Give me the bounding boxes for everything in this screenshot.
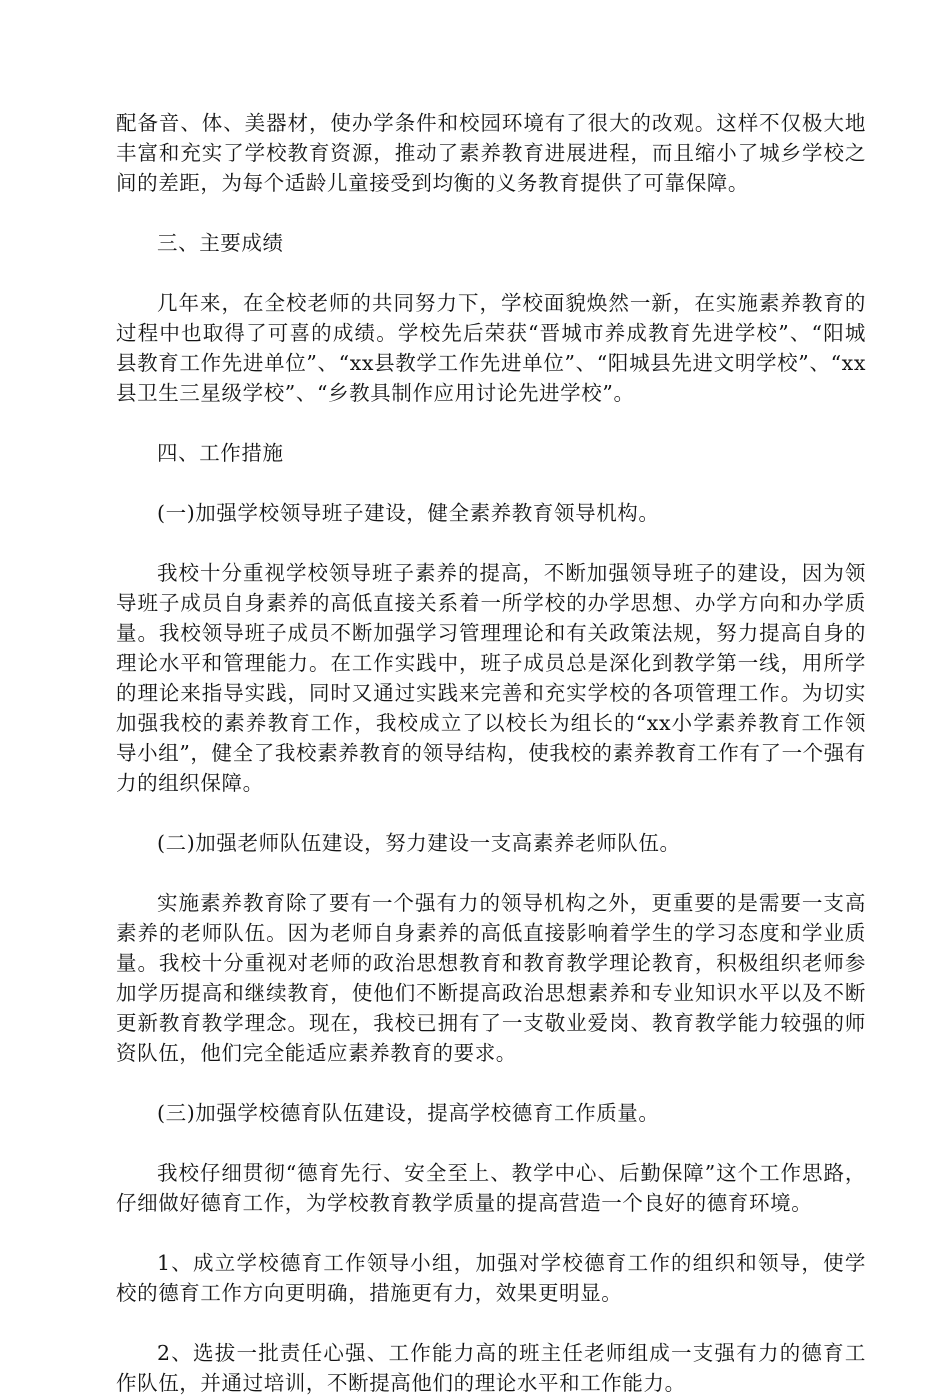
list-item-1: 1、成立学校德育工作领导小组，加强对学校德育工作的组织和领导，使学校的德育工作方向更明确，措施更有力，效果更明显。 (116, 1251, 866, 1305)
subheading-moral-education: (三)加强学校德育队伍建设，提高学校德育工作质量。 (157, 1101, 660, 1125)
paragraph-achievements: 几年来，在全校老师的共同努力下，学校面貌焕然一新，在实施素养教育的过程中也取得了可喜的成绩。学校先后荣获“晋城市养成教育先进学校”、“阳城县教育工作先进单位”、“xx县教学工作先进单位”、“阳城县先进文明学校”、“xx县卫生三星级学校”、“乡教具制作应用讨论先进学校”。 (116, 291, 866, 405)
section-heading-work-measures: 四、工作措施 (157, 441, 284, 465)
paragraph-moral-education: 我校仔细贯彻“德育先行、安全至上、教学中心、后勤保障”这个工作思路，仔细做好德育工作，为学校教育教学质量的提高营造一个良好的德育环境。 (116, 1161, 866, 1215)
section-heading-main-achievements: 三、主要成绩 (157, 231, 284, 255)
paragraph-teachers: 实施素养教育除了要有一个强有力的领导机构之外，更重要的是需要一支高素养的老师队伍。因为老师自身素养的高低直接影响着学生的学习态度和学业质量。我校十分重视对老师的政治思想教育和教育教学理论教育，积极组织老师参加学历提高和继续教育，使他们不断提高政治思想素养和专业知识水平以及不断更新教育教学理念。现在，我校已拥有了一支敬业爱岗、教育教学能力较强的师资队伍，他们完全能适应素养教育的要求。 (116, 891, 866, 1065)
paragraph-continuation: 配备音、体、美器材，使办学条件和校园环境有了很大的改观。这样不仅极大地丰富和充实了学校教育资源，推动了素养教育进展进程，而且缩小了城乡学校之间的差距，为每个适龄儿童接受到均衡的义务教育提供了可靠保障。 (116, 111, 866, 195)
subheading-teachers: (二)加强老师队伍建设，努力建设一支高素养老师队伍。 (157, 831, 681, 855)
document-page (116, 108, 866, 1398)
list-item-2: 2、选拔一批责任心强、工作能力高的班主任老师组成一支强有力的德育工作队伍，并通过培训，不断提高他们的理论水平和工作能力。 (116, 1341, 866, 1395)
paragraph-leadership: 我校十分重视学校领导班子素养的提高，不断加强领导班子的建设，因为领导班子成员自身素养的高低直接关系着一所学校的办学思想、办学方向和办学质量。我校领导班子成员不断加强学习管理理论和有关政策法规，努力提高自身的理论水平和管理能力。在工作实践中，班子成员总是深化到教学第一线，用所学的理论来指导实践，同时又通过实践来完善和充实学校的各项管理工作。为切实加强我校的素养教育工作，我校成立了以校长为组长的“xx小学素养教育工作领导小组”，健全了我校素养教育的领导结构，使我校的素养教育工作有了一个强有力的组织保障。 (116, 561, 866, 795)
subheading-leadership: (一)加强学校领导班子建设，健全素养教育领导机构。 (157, 501, 660, 525)
